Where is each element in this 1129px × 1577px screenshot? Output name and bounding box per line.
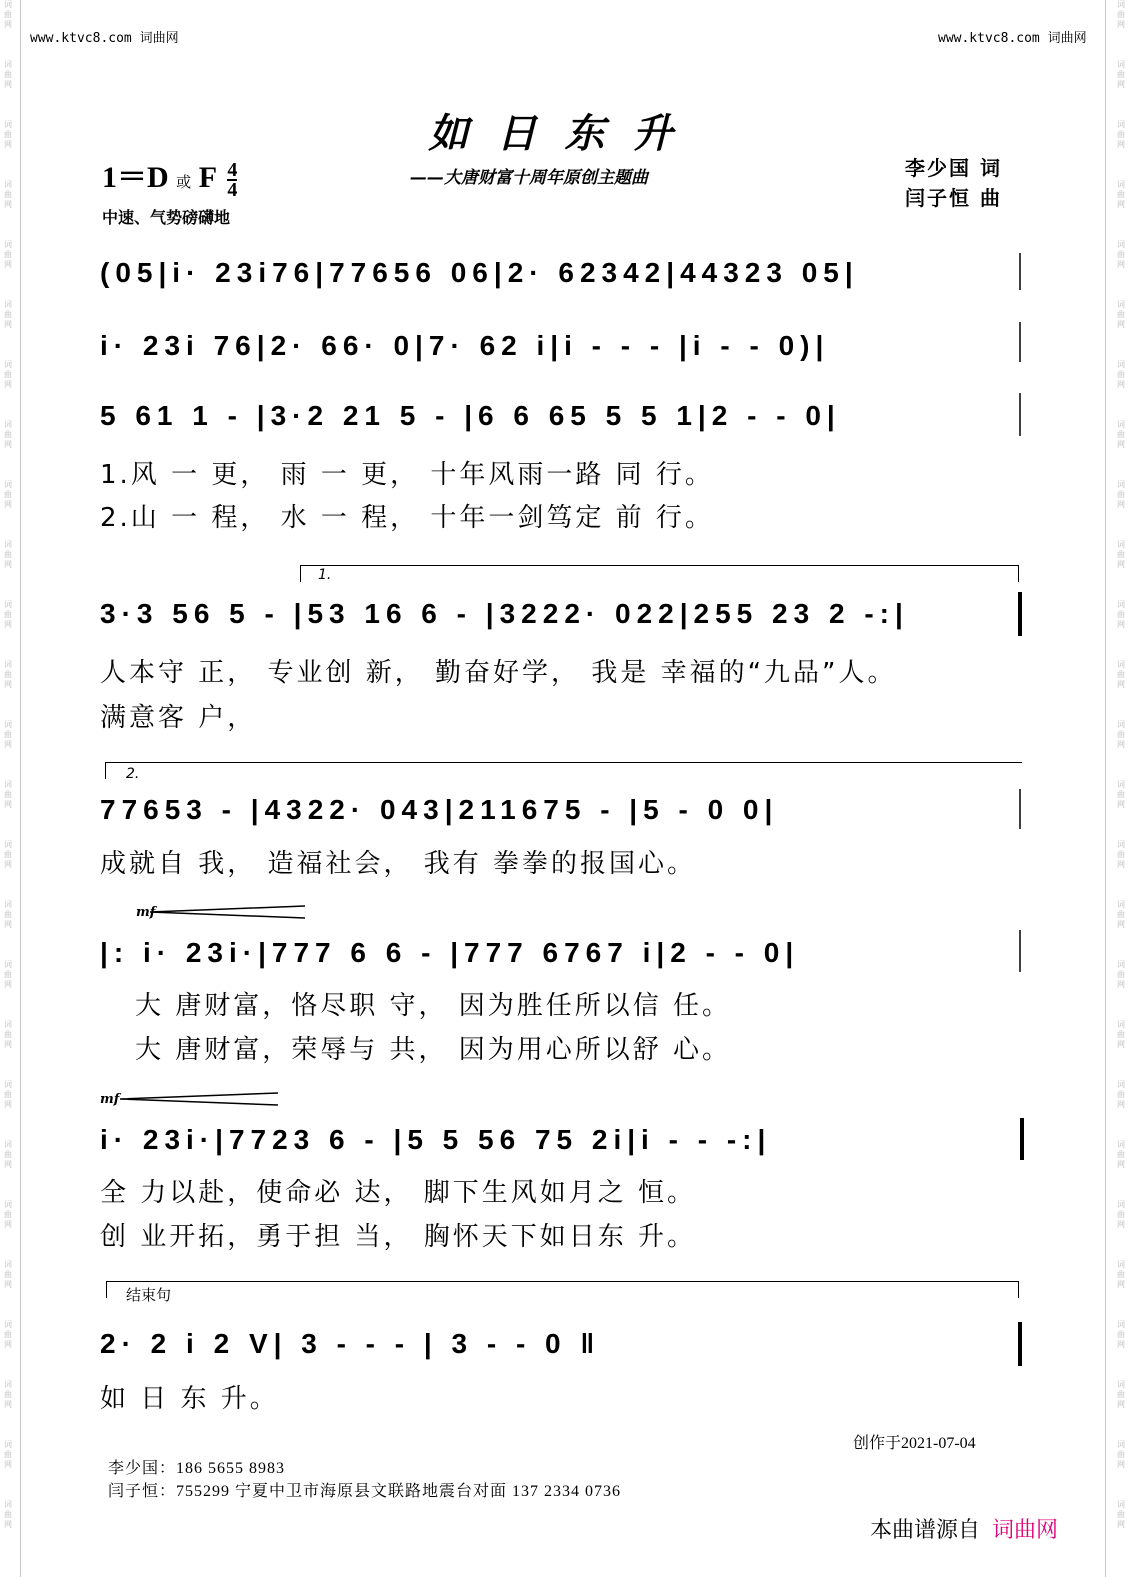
creation-date: 创作于2021-07-04 <box>853 1435 976 1452</box>
score-line-8-notes: 2· 2 i 2 V| 3 - - - | 3 - - 0 ‖ <box>100 1328 601 1359</box>
contact-composer: 闫子恒：755299 宁夏中卫市海原县文联路地震台对面 137 2334 0736 <box>108 1483 622 1500</box>
dynamic-mf-1: mf <box>136 905 156 920</box>
key-main: 1＝D <box>102 161 169 194</box>
score-line-3-lyric-verse2: 2.山 一 程， 水 一 程， 十年一剑笃定 前 行。 <box>100 503 714 533</box>
volta-label-1: 1. <box>318 567 332 583</box>
score-line-3-lyric-verse1: 1.风 一 更， 雨 一 更， 十年风雨一路 同 行。 <box>100 460 714 490</box>
contact-lyricist: 李少国：186 5655 8983 <box>108 1460 286 1477</box>
score-line-1-notes: (05|i· 23i76|77656 06|2· 62342|44323 05| <box>100 257 859 288</box>
dynamic-mf-2: mf <box>100 1092 120 1107</box>
score-line-3-notes: 5 61 1 - |3·2 21 5 - |6 6 65 5 5 1|2 - - 0| <box>100 400 841 431</box>
score-line-4-notes: 3·3 56 5 - |53 16 6 - |3222· 022|255 23 2 -:| <box>100 598 909 629</box>
score-line-6-lyric-verse2: 大 唐财富，荣辱与 共， 因为用心所以舒 心。 <box>135 1035 732 1065</box>
watermark-left-column: 词 曲 网 词 曲 网 词 曲 网 词 曲 网 词 曲 网 词 曲 网 词 曲 网 词 曲 网 词 曲 网 词 曲 网 词 曲 网 词 曲 网 词 曲 网 词 曲 网 词 曲 网 词 曲 网 词 曲 网 词 曲 网 词 曲 网 词 曲 网 词 曲 网 词 曲 网 词 曲 网 词 曲 网 词 曲 网 词 曲 网 <box>4 0 12 1529</box>
score-line-2-notes: i· 23i 76|2· 66· 0|7· 62 i|i - - - |i - - 0)| <box>100 330 830 361</box>
lyricist-credit: 李少国 词 <box>905 156 1002 180</box>
coda-label: 结束句 <box>126 1286 172 1304</box>
composer-credit: 闫子恒 曲 <box>905 186 1002 210</box>
score-line-5-notes: 77653 - |4322· 043|211675 - |5 - 0 0| <box>100 794 779 825</box>
key-alt: F <box>198 161 216 194</box>
subtitle: ——大唐财富十周年原创主题曲 <box>410 168 648 188</box>
watermark-site-right: www.ktvc8.com 词曲网 <box>938 31 1087 46</box>
time-bottom: 4 <box>227 179 238 202</box>
key-or: 或 <box>176 175 192 191</box>
score-line-4-lyric-verse2: 满意客 户， <box>100 703 257 733</box>
volta-label-2: 2. <box>126 766 140 782</box>
score-line-8-lyric: 如 日 东 升。 <box>100 1384 279 1414</box>
score-line-6-lyric-verse1: 大 唐财富，恪尽职 守， 因为胜任所以信 任。 <box>135 991 732 1021</box>
score-line-7-notes: i· 23i·|7723 6 - |5 5 56 75 2i|i - - -:| <box>100 1124 772 1155</box>
watermark-site-left: www.ktvc8.com 词曲网 <box>30 31 179 46</box>
score-line-6-notes: |: i· 23i·|777 6 6 - |777 6767 i|2 - - 0| <box>100 937 800 968</box>
score-line-7-lyric-verse2: 创 业开拓，勇于担 当， 胸怀天下如日东 升。 <box>100 1222 697 1252</box>
song-title: 如日东升 <box>428 110 701 157</box>
score-line-7-lyric-verse1: 全 力以赴，使命必 达， 脚下生风如月之 恒。 <box>100 1178 697 1208</box>
source-attribution <box>870 1513 1058 1544</box>
watermark-right-column: 词 曲 网 词 曲 网 词 曲 网 词 曲 网 词 曲 网 词 曲 网 词 曲 网 词 曲 网 词 曲 网 词 曲 网 词 曲 网 词 曲 网 词 曲 网 词 曲 网 词 曲 网 词 曲 网 词 曲 网 词 曲 网 词 曲 网 词 曲 网 词 曲 网 词 曲 网 词 曲 网 词 曲 网 词 曲 网 词 曲 网 <box>1117 0 1125 1529</box>
crescendo-hairpin-1 <box>150 906 305 918</box>
source-site-link[interactable]: 词曲网 <box>992 1518 1059 1543</box>
source-label: 本曲谱源自 <box>870 1518 981 1543</box>
score-line-5-lyric: 成就自 我， 造福社会， 我有 拳拳的报国心。 <box>100 849 697 879</box>
score-line-4-lyric-verse1: 人本守 正， 专业创 新， 勤奋好学， 我是 幸福的“九品”人。 <box>100 658 897 688</box>
crescendo-hairpin-2 <box>120 1093 278 1105</box>
time-top: 4 <box>227 159 238 182</box>
tempo-marking: 中速、气势磅礴地 <box>102 208 231 227</box>
